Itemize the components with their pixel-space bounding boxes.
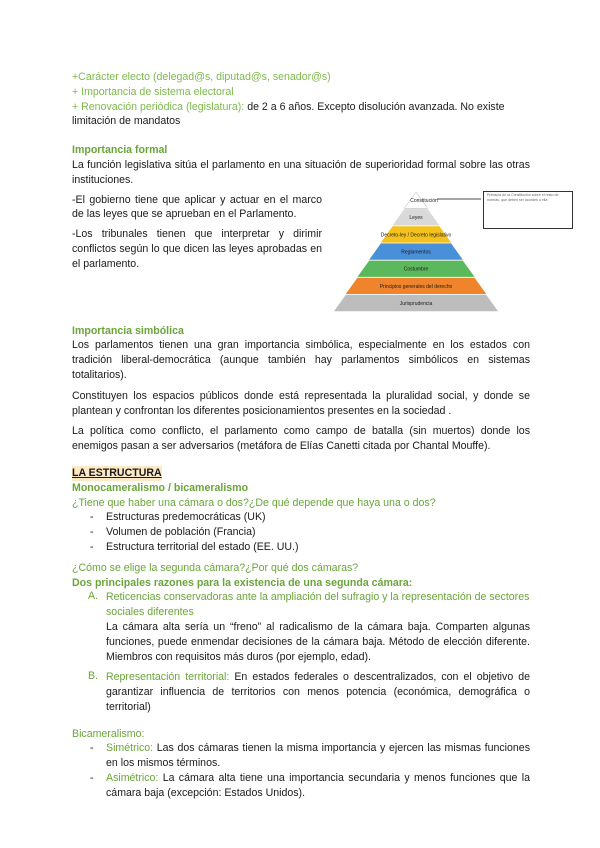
list-item: - Volumen de población (Francia) [72,525,530,540]
section-title-estructura: LA ESTRUCTURA [72,466,162,479]
reason-a-label: A. [88,590,99,603]
document-body [72,70,530,801]
reason-b-paragraph [106,670,530,714]
simbolica-p3: La política como conflicto, el parlamento como campo de batalla (sin muertos) donde los enemigos pasan a ser adversarios (metáfora de Elías Canetti citada por Chantal Mouffe). [72,425,530,453]
reason-a-title: Reticencias conservadoras ante la ampliación del sufragio y la representación de sectores sociales diferentes [106,591,530,619]
asimetrico-text: La cámara alta tiene una importancia secundaria y menos funciones que la cámara baja (excepción: Estados Unidos). [106,772,530,799]
subtitle-mono-bicameralismo: Monocameralismo / bicameralismo [72,481,249,494]
bicameralismo-list [72,741,530,800]
list-item-asimetrico [72,771,530,801]
simbolica-p2: Constituyen los espacios públicos donde está representada la pluralidad social, y donde se plantean y confrontan los diferentes posicionamientos presentes en la sociedad . [72,389,530,417]
trait-renovacion-text: de 2 a 6 años. Excepto disolución avanzada. No existe limitación de mandatos [72,100,505,128]
pyramid-level-label: Decreto-ley / Decreto legislativo [380,232,452,239]
heading-importancia-simbolica: Importancia simbólica [72,324,184,337]
pyramid-note: Primacía de la Constitución sobre el resto de normas, que deben ser acordes a ella [487,193,559,202]
question-una-o-dos: ¿Tiene que haber una cámara o dos?¿De qué depende que haya una o dos? [72,496,436,509]
trait-renovacion-label: + Renovación periódica (legislatura): [72,100,245,113]
simetrico-label: Simétrico: [106,742,154,755]
pyramid-level-label: Constitución [410,198,438,205]
reason-a-text: La cámara alta sería un “freno” al radicalismo de la cámara baja. Comparten algunas funciones, puede enmendar decisiones de la cámara baja. Método de elección diferente. Miembros con requisitos más duros (por ejemplo, edad). [106,620,530,663]
pyramid-level-label: Jurisprudencia [399,300,433,307]
reason-b-text: En estados federales o descentralizados, con el objetivo de garantizar influencia de territorios con menos potencia (económica, demográfica o territorial) [106,671,530,713]
reasons-title: Dos principales razones para la existencia de una segunda cámara: [72,576,413,589]
pyramid-level-label: Reglamentos [401,249,431,256]
reason-a [72,590,530,664]
heading-importancia-formal: Importancia formal [72,144,168,157]
reason-b-label: B. [88,670,99,683]
normative-pyramid-figure [333,188,598,318]
simbolica-p1: Los parlamentos tienen una gran importancia simbólica, especialmente en los estados con tradición liberal-democrática (aunque también hay parlamentos simbólicos en sistemas totalitarios). [72,339,530,381]
question-segunda-camara: ¿Cómo se elige la segunda cámara?¿Por qué dos cámaras? [72,561,359,574]
formal-p3: -Los tribunales tienen que interpretar y dirimir conflictos según lo que dicen las leyes aprobadas en el parlamento. [72,228,322,270]
pyramid-level-label: Principios generales del derecho [379,283,453,290]
reason-b-title: Representación territorial: [106,671,230,684]
factor-list [72,510,530,554]
trait-renovacion [72,100,530,130]
reason-b [72,670,530,714]
list-item: - Estructura territorial del estado (EE. UU.) [72,540,530,555]
formal-p2: -El gobierno tiene que aplicar y actuar en el marco de las leyes que se aprueban en el Parlamento. [72,193,322,221]
simetrico-text: Las dos cámaras tienen la misma importancia y ejercen las mismas funciones en los mismos términos. [106,742,530,770]
pyramid-level-label: Leyes [409,215,423,222]
list-item: - Estructuras predemocráticas (UK) [72,510,530,525]
heading-bicameralismo: Bicameralismo: [72,727,145,740]
trait-electo: +Carácter electo (delegad@s, diputad@s, senador@s) [72,71,331,83]
asimetrico-label: Asimétrico: [106,772,159,785]
pyramid-note-box [483,191,573,229]
trait-sistema-electoral: + Importancia de sistema electoral [72,85,234,98]
list-item-simetrico [72,741,530,771]
pyramid-level-label: Costumbre [403,266,429,273]
formal-p1: La función legislativa sitúa el parlamento en una situación de superioridad formal sobre las otras instituciones. [72,158,530,186]
